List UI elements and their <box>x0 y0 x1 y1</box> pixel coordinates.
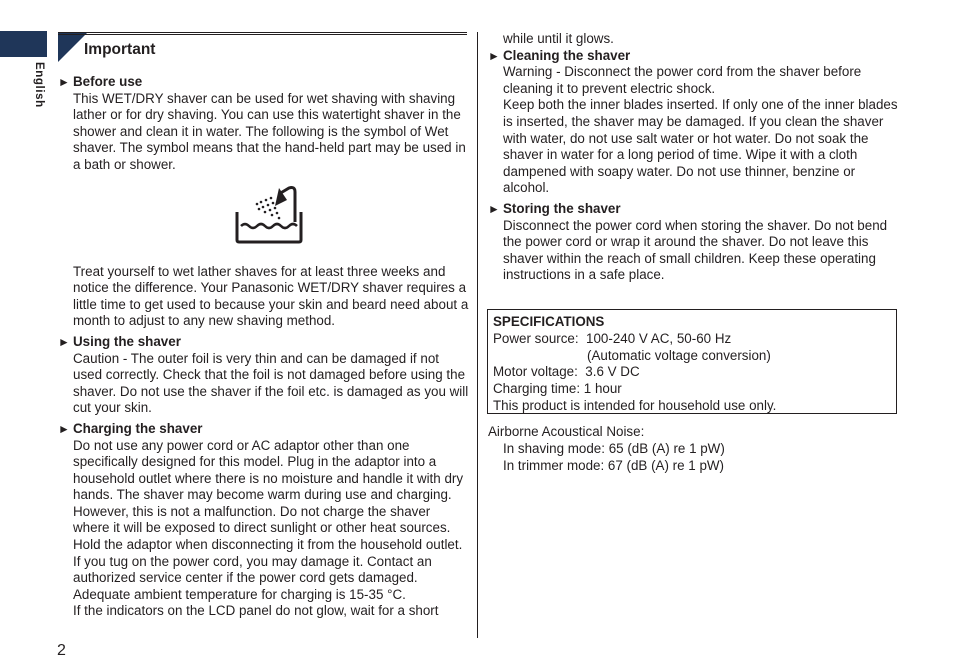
before-use-body: This WET/DRY shaver can be used for wet shaving with shaving lather or for dry shaving. You can use this watertight shaver in the shower and clean it in water. The following is the symbol of Wet shaver. The symbol means that the hand-held part may be used in a bath or shower. <box>73 90 466 172</box>
language-label: English <box>33 62 45 108</box>
page-number: 2 <box>57 642 66 659</box>
right-column <box>488 31 898 284</box>
storing-body: Disconnect the power cord when storing the shaver. Do not bend the power cord or wrap it around the shaver. Do not leave this shaver within the reach of small children. Keep these operating instructions in a safe place. <box>503 217 888 283</box>
storing-heading <box>488 201 898 218</box>
spec-charging-time: Charging time: 1 hour <box>493 381 622 397</box>
noise-trimmer: In trimmer mode: 67 (dB (A) re 1 pW) <box>503 457 724 473</box>
column-divider <box>477 32 478 638</box>
right-pointer-icon: ► <box>58 421 70 436</box>
before-use-heading-text: Before use <box>73 74 143 89</box>
specifications-box <box>487 309 897 414</box>
right-pointer-icon: ► <box>488 48 500 63</box>
cleaning-heading <box>488 48 898 65</box>
charging-section <box>58 421 470 620</box>
cleaning-heading-text: Cleaning the shaver <box>503 47 631 63</box>
right-pointer-icon: ► <box>58 75 70 89</box>
right-pointer-icon: ► <box>58 334 70 349</box>
spec-household: This product is intended for household use only. <box>493 397 777 413</box>
charging-heading-text: Charging the shaver <box>73 420 203 436</box>
cleaning-section <box>488 48 898 197</box>
noise-title: Airborne Acoustical Noise: <box>488 424 645 439</box>
noise-shaving: In shaving mode: 65 (dB (A) re 1 pW) <box>503 440 725 456</box>
spec-power-source: Power source: 100-240 V AC, 50-60 Hz <box>493 330 732 346</box>
wet-lather-paragraph: Treat yourself to wet lather shaves for at least three weeks and notice the difference. Your Panasonic WET/DRY shaver requires a little time to get used to because your skin and beard need about a month to adjust to any new shaving method. <box>73 263 469 329</box>
spec-power-note: (Automatic voltage conversion) <box>587 347 771 363</box>
charging-body: Do not use any power cord or AC adaptor other than one specifically designed for this model. Plug in the adaptor into a household outlet where there is no moisture and handle it with dry hands. The shaver may become warm during use and charging. However, this is not a malfunction. Do not charge the shaver where it will be exposed to direct sunlight or other heat sources. Hold the adaptor when disconnecting it from the household outlet. If you tug on the power cord, you may damage it. Contact an authorized service center if the power cord gets damaged. <box>73 437 464 586</box>
using-body: Caution - The outer foil is very thin and can be damaged if not used correctly. Check that the foil is not damaged before using the shaver. Do not use the shaver if the foil etc. is damaged as you will cut your skin. <box>73 350 469 416</box>
acoustic-noise <box>488 424 725 474</box>
section-title: Important <box>84 41 156 58</box>
left-column <box>58 74 470 620</box>
cleaning-body: Keep both the inner blades inserted. If only one of the inner blades is inserted, the shaver may be damaged. If you clean the shaver with water, do not use salt water or hot water. Do not soak the shaver in water for a long period of time. Wipe it with a cloth dampened with soapy water. Do not use thinner, benzine or alcohol. <box>503 97 898 196</box>
wet-symbol <box>58 180 470 254</box>
storing-section <box>488 201 898 284</box>
spec-motor-voltage: Motor voltage: 3.6 V DC <box>493 364 640 380</box>
charging-continuation: while until it glows. <box>503 31 614 46</box>
cleaning-warning: Warning - Disconnect the power cord from the shaver before cleaning it to prevent electric shock. <box>503 64 862 96</box>
header-rule <box>58 32 467 35</box>
right-pointer-icon: ► <box>488 201 500 216</box>
charging-temperature: Adequate ambient temperature for charging is 15-35 °C. <box>73 586 406 602</box>
before-use-section <box>58 74 470 174</box>
language-tab-marker <box>0 31 47 57</box>
specifications-title: SPECIFICATIONS <box>493 314 605 329</box>
using-section <box>58 334 470 417</box>
charging-heading <box>58 421 470 438</box>
charging-indicators: If the indicators on the LCD panel do not glow, wait for a short <box>73 603 439 619</box>
bath-shower-icon <box>235 184 305 246</box>
before-use-heading <box>58 74 470 91</box>
using-heading <box>58 334 470 351</box>
storing-heading-text: Storing the shaver <box>503 200 621 216</box>
using-heading-text: Using the shaver <box>73 333 181 349</box>
